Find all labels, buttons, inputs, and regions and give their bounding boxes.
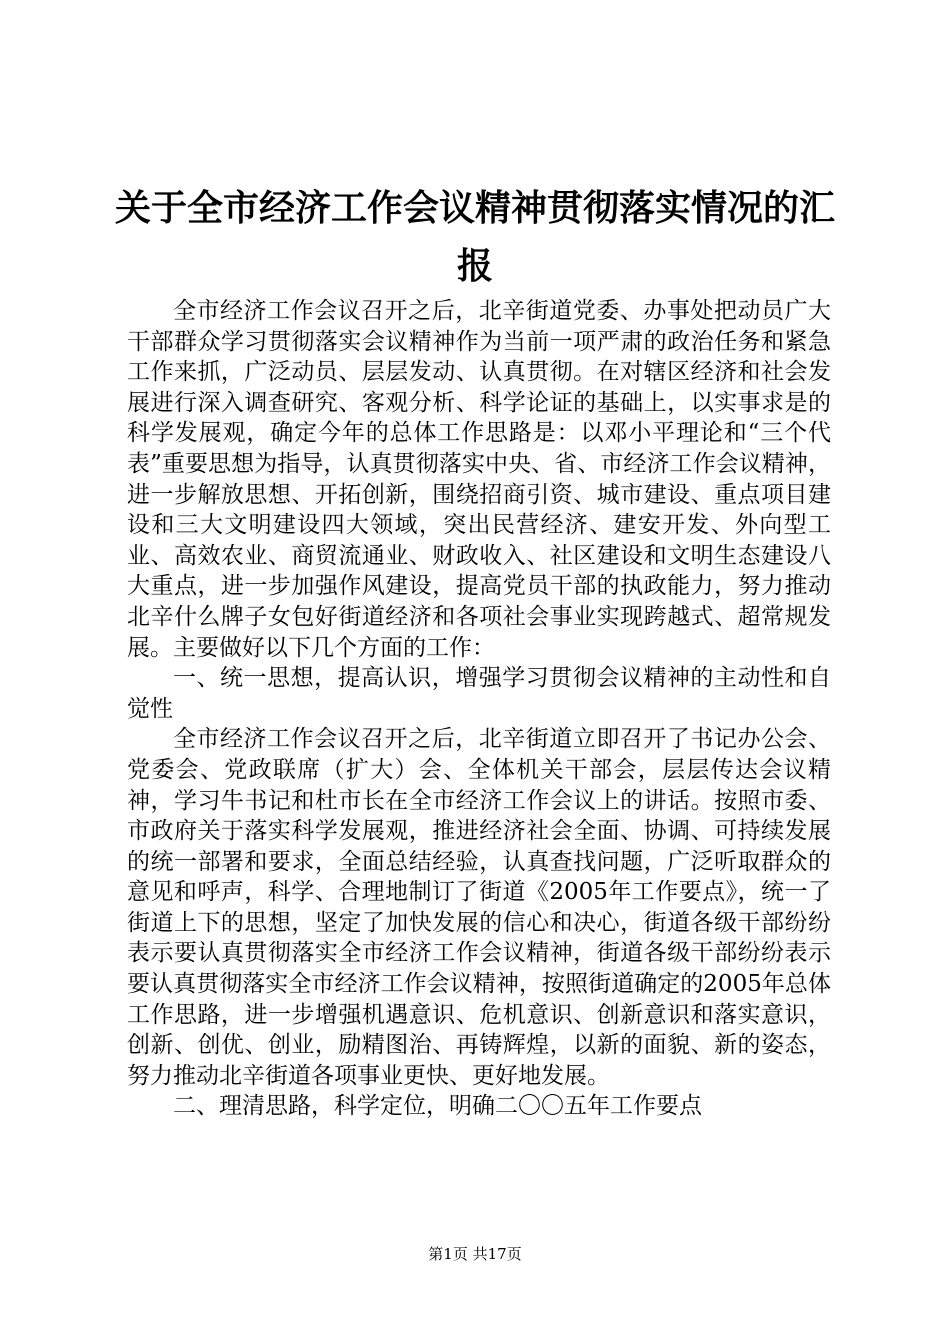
section-heading-2: 二、理清思路，科学定位，明确二〇〇五年工作要点 xyxy=(173,1093,702,1120)
page-footer: 第1页 共17页 xyxy=(428,1245,522,1263)
paragraph-section-1: 全市经济工作会议召开之后，北辛街道立即召开了书记办公会、党委会、党政联席（扩大）会、全体机关干部会，层层传达会议精神，学习牛书记和杜市长在全市经济工作会议上的讲话。按照市委、市政府关于落实科学发展观，推进经济社会全面、协调、可持续发展的统一部署和要求，全面总结经验，认真查找问题，广泛听取群众的意见和呼声，科学、合理地制订了街道《2005年工作要点》，统一了街道上下的思想，坚定了加快发展的信心和决心，街道各级干部纷纷表示要认真贯彻落实全市经济工作会议精神，街道各级干部纷纷表示要认真贯彻落实全市经济工作会议精神，按照街道确定的2005年总体工作思路，进一步增强机遇意识、危机意识、创新意识和落实意识，创新、创优、创业，励精图治、再铸辉煌，以新的面貌、新的姿态，努力推动北辛街道各项事业更快、更好地发展。 xyxy=(127,726,831,1089)
title-line-2: 报 xyxy=(456,246,493,287)
paragraph-intro: 全市经济工作会议召开之后，北辛街道党委、办事处把动员广大干部群众学习贯彻落实会议精神作为当前一项严肃的政治任务和紧急工作来抓，广泛动员、层层发动、认真贯彻。在对辖区经济和社会发展进行深入调查研究、客观分析、科学论证的基础上，以实事求是的科学发展观，确定今年的总体工作思路是：以邓小平理论和“三个代表”重要思想为指导，认真贯彻落实中央、省、市经济工作会议精神，进一步解放思想、开拓创新，围绕招商引资、城市建设、重点项目建设和三大文明建设四大领域，突出民营经济、建安开发、外向型工业、高效农业、商贸流通业、财政收入、社区建设和文明生态建设八大重点，进一步加强作风建设，提高党员干部的执政能力，努力推动北辛什么牌子女包好街道经济和各项社会事业实现跨越式、超常规发展。主要做好以下几个方面的工作： xyxy=(127,298,831,661)
section-heading-1: 一、统一思想，提高认识，增强学习贯彻会议精神的主动性和自觉性 xyxy=(127,665,831,722)
document-title xyxy=(90,180,860,296)
title-line-1: 关于全市经济工作会议精神贯彻落实情况的汇 xyxy=(114,188,835,229)
document-body xyxy=(127,296,831,1122)
